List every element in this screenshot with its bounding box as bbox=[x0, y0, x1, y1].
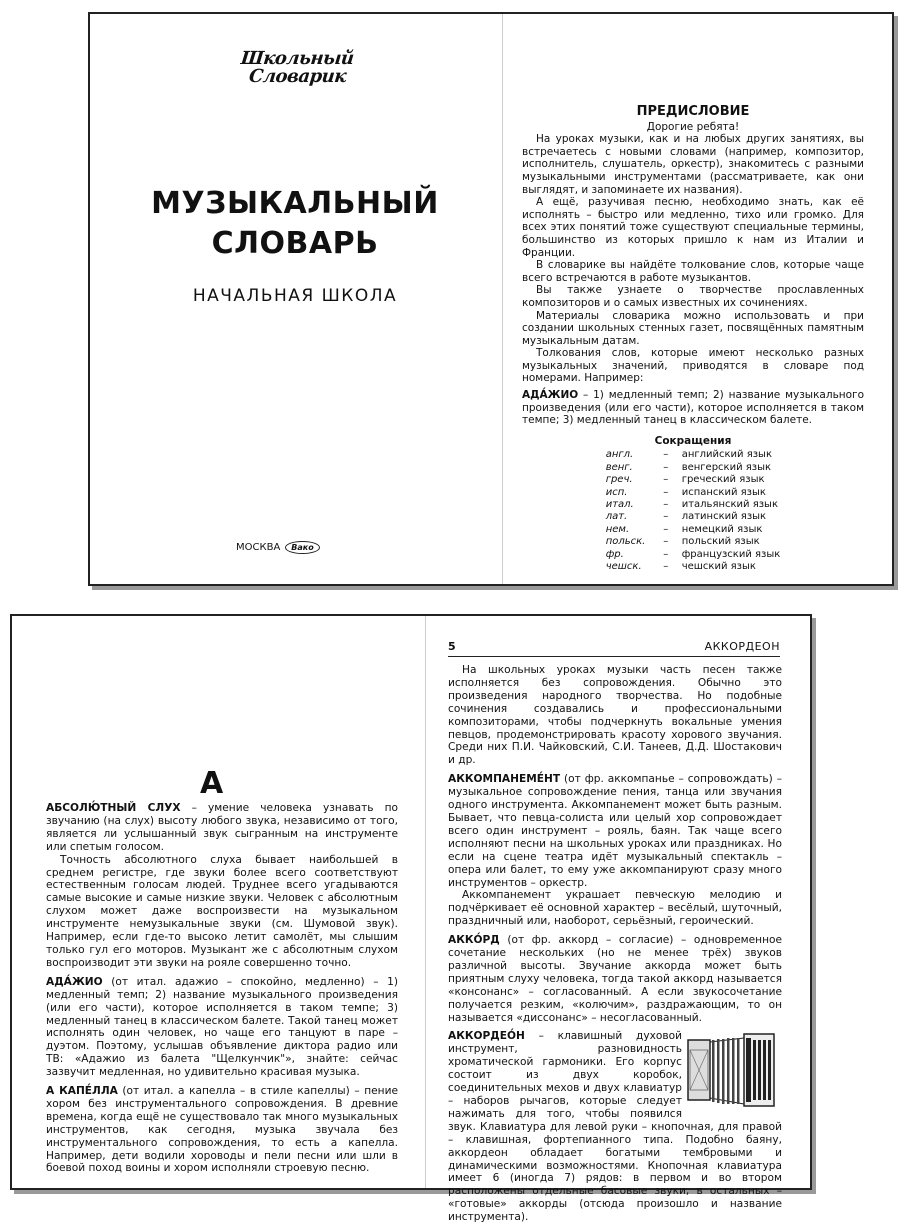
abbreviation-meaning: польский язык bbox=[681, 536, 760, 548]
abbreviation-dash: – bbox=[663, 561, 669, 573]
entry-text: – клавишный духовой инструмент, разновидность хроматической гармоники. Его корпус состоит из двух коробок, соединительных мехов и двух клавиатур – наборов рычагов, которые следует нажимать для того, чтобы появился звук. Клавиатура для левой руки – кнопочная, для правой – клавишная, фортепианного типа. Подобно баяну, аккордеон обладает богатыми тембровыми и динамическими возможностями. Кнопочная клавиатура имеет 6 (иногда 7) рядов: в первом и во втором расположены отдельные басовые звуки, в остальных – «готовые» аккорды (отсюда произошло и название инструмента). bbox=[448, 1030, 782, 1224]
dictionary-entry bbox=[46, 802, 398, 854]
abbreviation-meaning: французский язык bbox=[681, 548, 781, 560]
running-header bbox=[448, 638, 780, 657]
publisher-logo: Вако bbox=[285, 541, 319, 554]
entry-text: – умение человека узнавать по звучанию (на слух) высоту любого звука, независимо от того, является ли услышанный звук сыгранным на инструменте или спетым голосом. bbox=[46, 802, 398, 853]
abbreviation-dash: – bbox=[663, 449, 669, 461]
dictionary-entry bbox=[448, 773, 782, 889]
preface-paragraph: А ещё, разучивая песню, необходимо знать, как её исполнять – быстро или медленно, тихо или громко. Для всех этих понятий тоже существуют специальные термины, большинство из которых пришло к нам из Италии и Франции. bbox=[522, 196, 864, 259]
abbreviation-meaning: греческий язык bbox=[681, 474, 765, 486]
accordion-illustration bbox=[686, 1026, 782, 1112]
entry-term: АДА́ЖИО bbox=[46, 975, 103, 988]
abbreviation-row bbox=[602, 499, 785, 511]
publisher-city: МОСКВА bbox=[236, 542, 281, 553]
dictionary-entry bbox=[448, 934, 782, 1024]
abbreviation-dash: – bbox=[663, 536, 669, 548]
abbreviations-table bbox=[602, 449, 785, 573]
abbreviation-row bbox=[602, 449, 785, 461]
page-number: 5 bbox=[448, 640, 456, 653]
abbreviation-row bbox=[602, 462, 785, 474]
abbreviation-row bbox=[602, 561, 785, 573]
book-title-line-1: МУЗЫКАЛЬНЫЙ bbox=[151, 186, 439, 221]
preface-example bbox=[522, 389, 864, 427]
entry-term: АККОРДЕО́Н bbox=[448, 1030, 525, 1043]
publisher-imprint bbox=[236, 541, 320, 554]
entry-term: АБСОЛЮ́ТНЫЙ СЛУХ bbox=[46, 802, 181, 814]
entry-term: АККО́РД bbox=[448, 934, 500, 947]
entry-text: (от итал. адажио – спокойно, медленно) – 1) медленный темп; 2) название музыкального произведения (или его части), которое исполняется в таком темпе; 3) медленный танец в классическом балете. Такой танец может исполнять один человек, но чаще его танцуют в паре – дуэтом. Поэтому, услышав объявление диктора радио или ТВ: «Адажио из балета "Щелкунчик"», знайте: сейчас зазвучит медленная, но удивительно красивая музыка. bbox=[46, 975, 398, 1079]
entry-paragraph: Точность абсолютного слуха бывает наибольшей в среднем регистре, где звуки более всего соответствуют естественным голосам людей. Труднее всего угадываются самые высокие и самые низкие звуки. Человек с абсолютным слухом может даже воспроизвести на музыкальном инструменте немузыкальные звуки (см. Шумовой звук). Например, если где-то высоко летит самолёт, мы слышим только гул его моторов. Музыкант же с абсолютным слухом воспроизводит эти звуки на рояле совершенно точно. bbox=[46, 853, 398, 969]
abbreviation: нем. bbox=[605, 523, 630, 535]
entry-text: (от итал. а капелла – в стиле капеллы) – пение хором без инструментального сопровождения. В древние времена, когда ещё не существовало так много музыкальных инструментов, как сегодня, музыка звучала без инструментального сопровождения, то есть а капелла. Например, дети водили хороводы и пели песни или шли в боевой поход воины и хором исполняли строевую песню. bbox=[46, 1085, 398, 1175]
abbreviation-meaning: итальянский язык bbox=[681, 499, 778, 511]
preface-paragraph: Вы также узнаете о творчестве прославленных композиторов и о самых известных их сочинениях. bbox=[522, 284, 864, 309]
abbreviation: чешск. bbox=[605, 561, 642, 573]
abbreviations-title: Сокращения bbox=[654, 434, 732, 447]
abbreviation-meaning: немецкий язык bbox=[681, 523, 763, 535]
abbreviation: фр. bbox=[605, 548, 624, 560]
abbreviation-meaning: испанский язык bbox=[681, 486, 766, 498]
abbreviation-row bbox=[602, 536, 785, 548]
abbreviation: греч. bbox=[605, 474, 633, 486]
dictionary-column-left bbox=[46, 802, 398, 1175]
entry-text: (от фр. аккорд – согласие) – одновременное сочетание нескольких (но не менее трёх) звуков различной высоты. Звучание аккорда может быть приятным слуху человека, тогда такой аккорд называется «консонанс» – согласованный. А если звукосочетание получается резким, «колючим», раздражающим, то он называется «диссонанс» – несогласованный. bbox=[448, 934, 782, 1024]
abbreviation-row bbox=[602, 474, 785, 486]
preface-paragraph: Толкования слов, которые имеют несколько разных музыкальных значений, приводятся в словаре под номерами. Например: bbox=[522, 347, 864, 385]
cover-page bbox=[90, 14, 500, 584]
dictionary-entry bbox=[46, 976, 398, 1079]
series-logo bbox=[238, 48, 355, 87]
abbreviation-dash: – bbox=[663, 511, 669, 523]
book-subtitle: НАЧАЛЬНАЯ ШКОЛА bbox=[192, 286, 398, 306]
top-spread bbox=[88, 12, 894, 586]
abbreviation: англ. bbox=[605, 449, 634, 461]
abbreviation: исп. bbox=[605, 486, 628, 498]
preface-greeting: Дорогие ребята! bbox=[646, 120, 740, 133]
abbreviation-row bbox=[602, 549, 785, 561]
abbreviation: польск. bbox=[605, 536, 646, 548]
abbreviation-dash: – bbox=[663, 486, 669, 498]
abbreviation: венг. bbox=[605, 461, 633, 473]
dictionary-page-right bbox=[426, 616, 810, 1224]
abbreviation-row bbox=[602, 511, 785, 523]
abbreviation-meaning: чешский язык bbox=[681, 561, 756, 573]
preface-text bbox=[522, 106, 864, 574]
preface-title: ПРЕДИСЛОВИЕ bbox=[636, 104, 750, 119]
section-letter: А bbox=[200, 766, 224, 801]
abbreviation-meaning: латинский язык bbox=[681, 511, 767, 523]
series-line-1: Школьный bbox=[239, 48, 355, 69]
abbreviation-dash: – bbox=[663, 474, 669, 486]
abbreviation: итал. bbox=[605, 499, 634, 511]
abbreviation-meaning: венгерский язык bbox=[681, 461, 772, 473]
entry-text: (от фр. аккомпанье – сопровождать) – музыкальное сопровождение пения, танца или звучания одного инструмента. Аккомпанемент может быть разным. Бывает, что певца-солиста или целый хор сопровождает всего один инструмент – рояль, баян. Так чаще всего исполняют песни на школьных уроках или праздниках. Но если на сцене театра идёт музыкальный спектакль – опера или балет, то ему уже аккомпанируют сразу много инструментов – оркестр. bbox=[448, 773, 782, 889]
series-line-2: Словарик bbox=[248, 66, 348, 87]
entry-paragraph: Аккомпанемент украшает певческую мелодию и подчёркивает её основной характер – весёлый, шуточный, праздничный или, наоборот, серьёзный, героический. bbox=[448, 889, 782, 928]
preface-page bbox=[508, 14, 888, 584]
book-title bbox=[130, 184, 460, 264]
abbreviation-dash: – bbox=[663, 461, 669, 473]
entry-term: А КАПЕ́ЛЛА bbox=[46, 1085, 118, 1098]
dictionary-page-left bbox=[12, 616, 424, 1188]
preface-paragraph: На уроках музыки, как и на любых других занятиях, вы встречаетесь с новыми словами (например, композитор, исполнитель, слушатель, оркестр), знакомитесь с разными музыкальными инструментами (рассматриваете, как они выглядят, и запоминаете их названия). bbox=[522, 133, 864, 196]
abbreviation: лат. bbox=[605, 511, 628, 523]
book-title-line-2: СЛОВАРЬ bbox=[211, 226, 379, 261]
abbreviation-dash: – bbox=[663, 523, 669, 535]
example-term: АДА́ЖИО bbox=[522, 389, 579, 402]
abbreviation-row bbox=[602, 524, 785, 536]
bottom-spread bbox=[10, 614, 812, 1224]
entry-paragraph: На школьных уроках музыки часть песен также исполняется без сопровождения. Обычно это произведения народного творчества. Но подобные сочинения создавались и профессиональными композиторами, чтобы подчеркнуть вокальные умения певцов, продемонстрировать красоту хорового звучания. Среди них П.И. Чайковский, С.И. Танеев, Д.Д. Шостакович и др. bbox=[448, 664, 782, 767]
running-head-word: АККОРДЕОН bbox=[704, 640, 780, 653]
abbreviation-meaning: английский язык bbox=[681, 449, 772, 461]
example-definition: – 1) медленный темп; 2) название музыкального произведения (или его части), которое исполняется в таком темпе; 3) медленный танец в классическом балете. bbox=[522, 389, 864, 427]
abbreviation-row bbox=[602, 487, 785, 499]
dictionary-entry bbox=[46, 1085, 398, 1175]
preface-paragraph: Материалы словарика можно использовать и при создании школьных стенных газет, посвящённых памятным музыкальным датам. bbox=[522, 309, 864, 347]
page-fold bbox=[502, 14, 503, 584]
abbreviation-dash: – bbox=[663, 548, 669, 560]
preface-paragraph: В словарике вы найдёте толкование слов, которые чаще всего встречаются в работе музыкантов. bbox=[522, 259, 864, 284]
abbreviation-dash: – bbox=[663, 499, 669, 511]
entry-term: АККОМПАНЕМЕ́НТ bbox=[448, 773, 561, 786]
dictionary-column-right bbox=[448, 664, 782, 1224]
